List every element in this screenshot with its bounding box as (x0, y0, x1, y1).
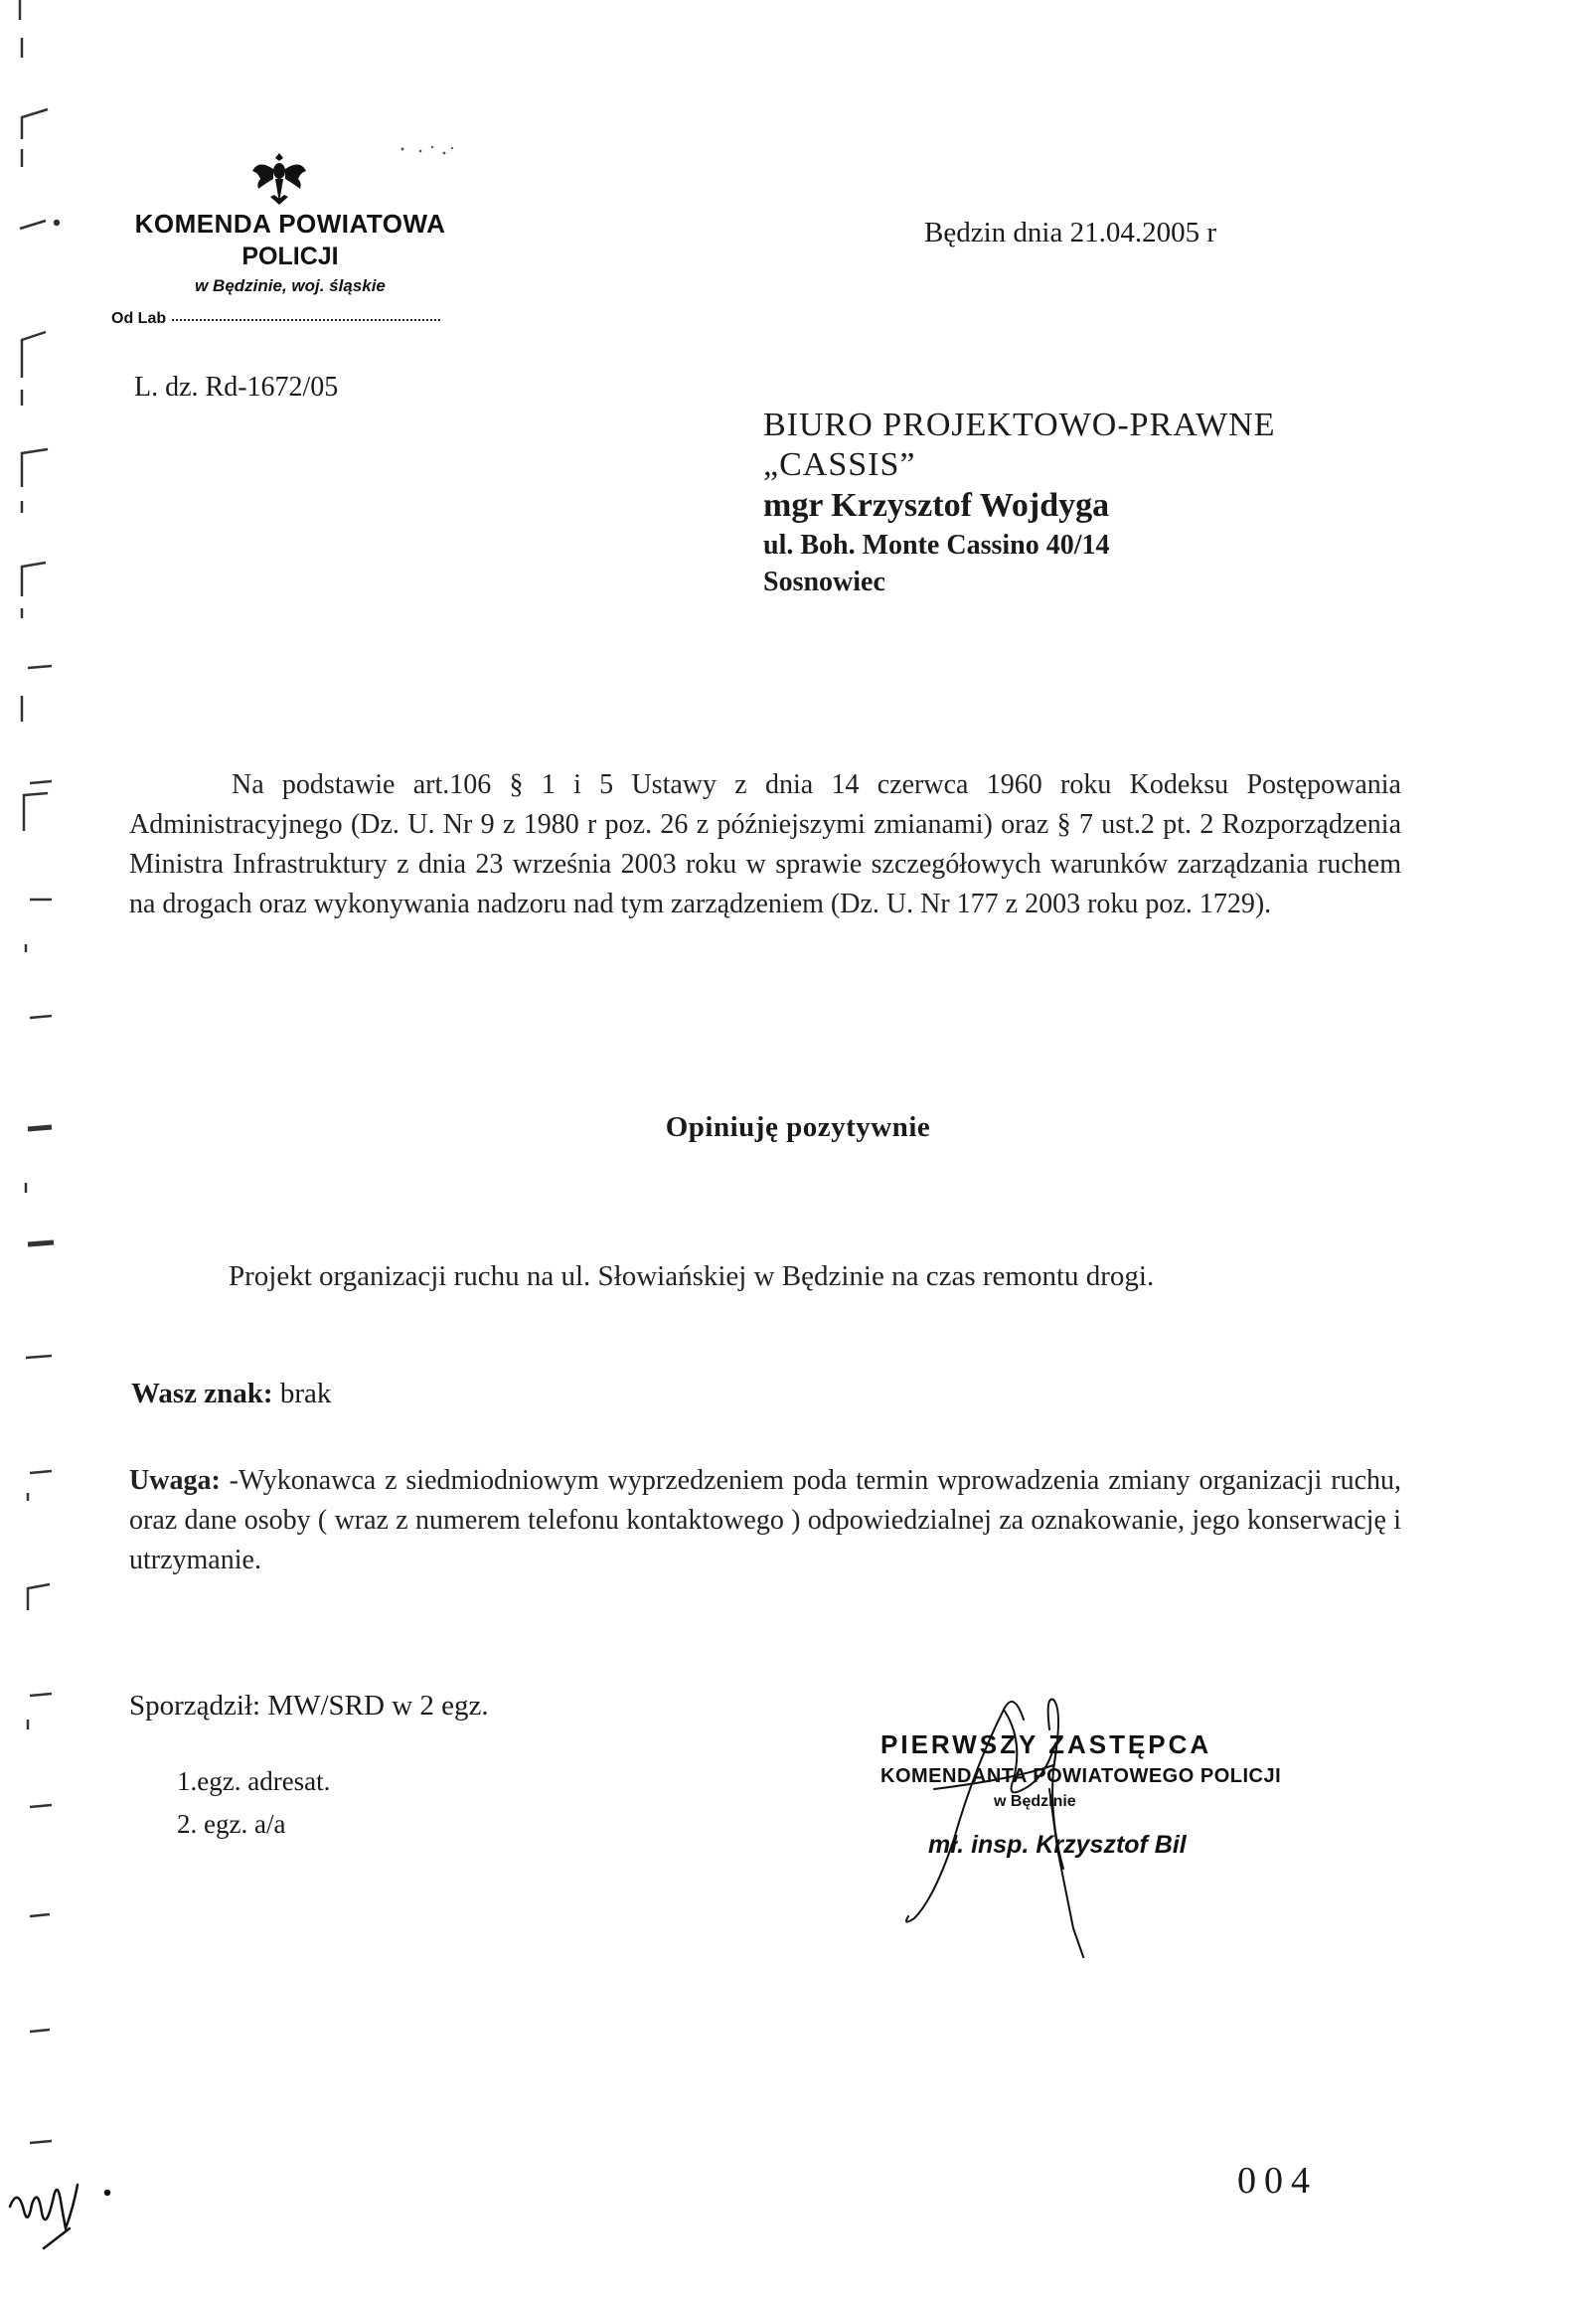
your-reference-value: brak (279, 1378, 332, 1409)
stamp-line-3: w Będzinie, woj. śląskie (195, 276, 386, 295)
stamp-line-4 (111, 310, 469, 328)
scan-speckle (393, 139, 462, 169)
stamp-line-4-text: Od Lab (111, 310, 167, 327)
addressee-line-5: Sosnowiec (763, 567, 885, 597)
signature-stamp-line-4: mł. insp. Krzysztof Bil (928, 1831, 1187, 1859)
note-text: -Wykonawca z siedmiodniowym wyprzedzeniem poda termin wprowadzenia zmiany organizacji ruchu, oraz dane osoby ( wraz z numerem telefonu kontaktowego ) odpowiedzialnej za oznakowanie, jego konserwację i utrzymanie. (129, 1465, 1401, 1575)
prepared-by: Sporządził: MW/SRD w 2 egz. (129, 1690, 489, 1722)
addressee-line-1: BIURO PROJEKTOWO-PRAWNE (763, 407, 1276, 443)
signature-stamp-line-1: PIERWSZY ZASTĘPCA (880, 1729, 1212, 1759)
document-date: Będzin dnia 21.04.2005 r (924, 217, 1216, 248)
your-reference (131, 1378, 331, 1410)
stamp-line-1: KOMENDA POWIATOWA (134, 209, 446, 239)
stamp-line-2: POLICJI (241, 243, 339, 270)
handwritten-signature-icon (875, 1670, 1292, 1958)
addressee-line-2: „CASSIS” (763, 446, 916, 483)
addressee-line-4: ul. Boh. Monte Cassino 40/14 (763, 530, 1110, 561)
stamp-dotted-line (172, 319, 440, 321)
addressee-block (763, 406, 1276, 600)
your-reference-label: Wasz znak: (131, 1378, 273, 1409)
polish-eagle-emblem-icon (248, 149, 310, 209)
note-paragraph (129, 1461, 1401, 1580)
reference-number: L. dz. Rd-1672/05 (134, 372, 339, 403)
copy-1: 1.egz. adresat. (177, 1766, 331, 1796)
signature-stamp-line-3: w Będzinie (994, 1793, 1076, 1810)
signature-stamp (875, 1729, 1292, 1908)
scan-margin-marks (0, 0, 80, 2298)
signature-stamp-line-2: KOMENDANTA POWIATOWEGO POLICJI (880, 1765, 1282, 1787)
addressee-line-3: mgr Krzysztof Wojdyga (763, 487, 1110, 524)
corner-scribble-icon (4, 2167, 123, 2256)
opinion-heading: Opiniuję pozytywnie (665, 1111, 931, 1143)
page-number: 004 (1237, 2160, 1318, 2202)
project-description: Projekt organizacji ruchu na ul. Słowiańskiej w Będzinie na czas remontu drogi. (229, 1260, 1155, 1292)
note-label: Uwaga: (129, 1465, 221, 1496)
legal-basis-paragraph: Na podstawie art.106 § 1 i 5 Ustawy z dnia 14 czerwca 1960 roku Kodeksu Postępowania Administracyjnego (Dz. U. Nr 9 z 1980 r poz. 26 z późniejszymi zmianami) oraz § 7 ust.2 pt. 2 Rozporządzenia Ministra Infrastruktury z dnia 23 września 2003 roku w sprawie szczegółowych warunków zarządzania ruchem na drogach oraz wykonywania nadzoru nad tym zarządzeniem (Dz. U. Nr 177 z 2003 roku poz. 1729). (129, 769, 1401, 919)
copy-2: 2. egz. a/a (177, 1809, 286, 1839)
